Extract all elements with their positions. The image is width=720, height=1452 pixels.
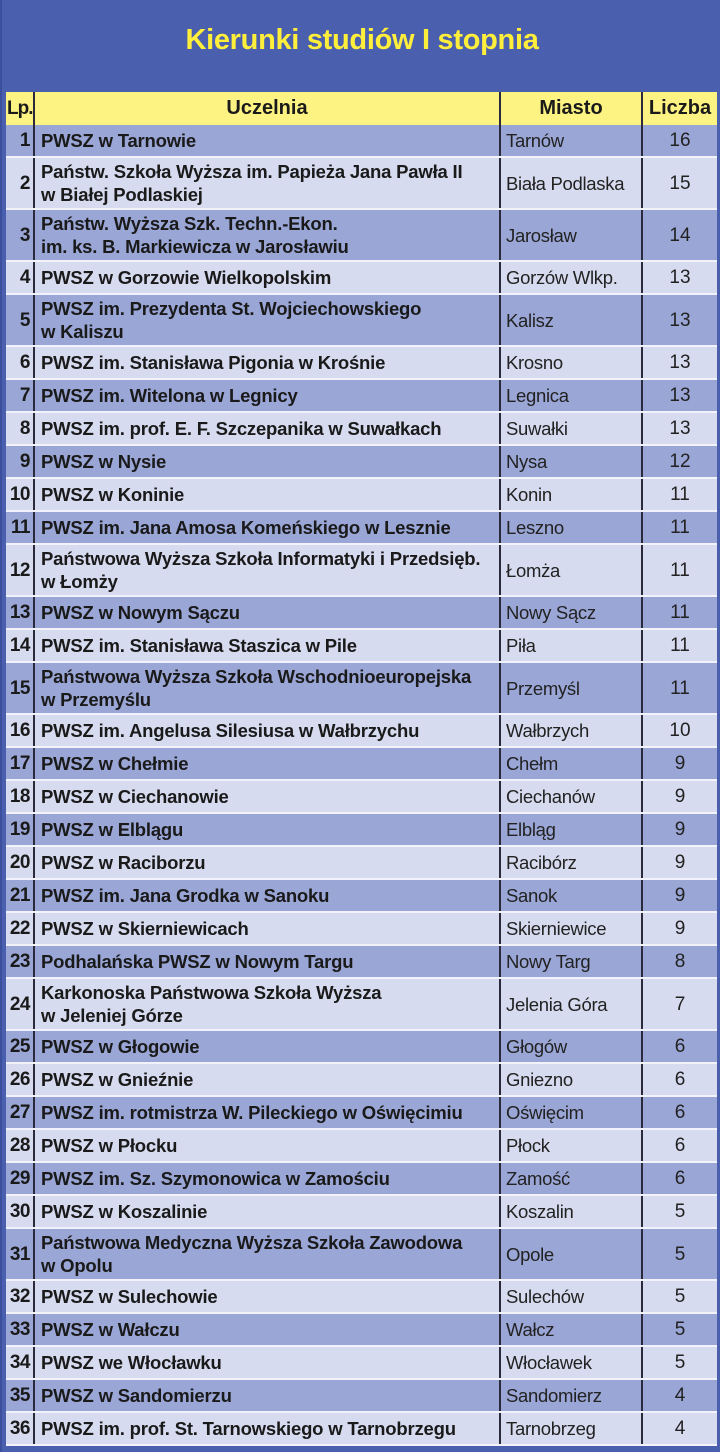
row-count: 4 (642, 1412, 717, 1445)
row-lp: 26 (6, 1063, 34, 1096)
table-row (6, 1129, 717, 1162)
university-name-line: w Łomży (41, 571, 118, 592)
row-city: Racibórz (500, 846, 642, 879)
universities-table (6, 92, 717, 1446)
table-row (6, 544, 717, 596)
university-name-line: PWSZ im. Prezydenta St. Wojciechowskiego (41, 298, 422, 319)
row-city: Sulechów (500, 1280, 642, 1313)
university-name-line: PWSZ w Gnieźnie (41, 1069, 194, 1090)
table-row (6, 662, 717, 714)
row-count: 11 (642, 629, 717, 662)
row-city: Wałcz (500, 1313, 642, 1346)
university-name-line: PWSZ im. Sz. Szymonowica w Zamościu (41, 1168, 390, 1189)
row-city: Chełm (500, 747, 642, 780)
row-lp: 7 (6, 379, 34, 412)
row-count: 11 (642, 478, 717, 511)
row-university (34, 912, 500, 945)
university-name-line: PWSZ w Raciborzu (41, 852, 206, 873)
row-lp: 25 (6, 1030, 34, 1063)
row-university (34, 879, 500, 912)
row-city: Głogów (500, 1030, 642, 1063)
row-count: 11 (642, 596, 717, 629)
row-university (34, 157, 500, 209)
row-city: Tarnów (500, 125, 642, 157)
row-count: 6 (642, 1096, 717, 1129)
row-lp: 12 (6, 544, 34, 596)
table-row (6, 1195, 717, 1228)
table-row (6, 294, 717, 346)
table-row (6, 511, 717, 544)
row-city: Oświęcim (500, 1096, 642, 1129)
row-lp: 17 (6, 747, 34, 780)
university-name-line: PWSZ w Elblągu (41, 819, 184, 840)
row-university (34, 294, 500, 346)
university-name-line: PWSZ w Wałczu (41, 1319, 180, 1340)
row-count: 10 (642, 714, 717, 747)
university-name-line: Podhalańska PWSZ w Nowym Targu (41, 951, 354, 972)
university-name-line: Państwowa Wyższa Szkoła Informatyki i Przedsięb. (41, 548, 481, 569)
row-lp: 22 (6, 912, 34, 945)
row-city: Zamość (500, 1162, 642, 1195)
row-count: 9 (642, 912, 717, 945)
row-count: 5 (642, 1346, 717, 1379)
table-row (6, 445, 717, 478)
row-university (34, 379, 500, 412)
table-row (6, 879, 717, 912)
table-row (6, 714, 717, 747)
university-name-line: PWSZ im. Jana Amosa Komeńskiego w Lesznie (41, 517, 451, 538)
university-name-line: PWSZ w Głogowie (41, 1036, 200, 1057)
row-city: Włocławek (500, 1346, 642, 1379)
row-count: 6 (642, 1030, 717, 1063)
table-header-row (6, 92, 717, 125)
row-university (34, 1195, 500, 1228)
row-count: 12 (642, 445, 717, 478)
row-lp: 15 (6, 662, 34, 714)
row-lp: 27 (6, 1096, 34, 1129)
row-university (34, 261, 500, 294)
row-city: Opole (500, 1228, 642, 1280)
row-count: 16 (642, 125, 717, 157)
row-university (34, 1379, 500, 1412)
row-university (34, 1228, 500, 1280)
row-university (34, 125, 500, 157)
row-count: 9 (642, 846, 717, 879)
row-count: 9 (642, 813, 717, 846)
row-lp: 20 (6, 846, 34, 879)
row-city: Przemyśl (500, 662, 642, 714)
row-lp: 5 (6, 294, 34, 346)
table-row (6, 1346, 717, 1379)
row-lp: 24 (6, 978, 34, 1030)
row-city: Nowy Sącz (500, 596, 642, 629)
university-name-line: PWSZ im. Witelona w Legnicy (41, 385, 298, 406)
table-row (6, 1063, 717, 1096)
table-row (6, 846, 717, 879)
university-name-line: Państw. Szkoła Wyższa im. Papieża Jana Pawła II (41, 161, 463, 182)
university-name-line: PWSZ w Tarnowie (41, 130, 196, 151)
row-university (34, 629, 500, 662)
row-lp: 33 (6, 1313, 34, 1346)
row-city: Jarosław (500, 209, 642, 261)
row-city: Kalisz (500, 294, 642, 346)
table-row (6, 596, 717, 629)
row-lp: 36 (6, 1412, 34, 1445)
row-count: 5 (642, 1313, 717, 1346)
row-count: 14 (642, 209, 717, 261)
row-university (34, 813, 500, 846)
header-lp: Lp. (6, 92, 34, 125)
row-lp: 23 (6, 945, 34, 978)
row-count: 5 (642, 1228, 717, 1280)
table-row (6, 346, 717, 379)
row-city: Skierniewice (500, 912, 642, 945)
row-city: Piła (500, 629, 642, 662)
row-count: 6 (642, 1063, 717, 1096)
row-lp: 30 (6, 1195, 34, 1228)
university-name-line: PWSZ w Płocku (41, 1135, 178, 1156)
row-lp: 9 (6, 445, 34, 478)
row-university (34, 412, 500, 445)
header-count: Liczba (642, 92, 717, 125)
table-body (6, 125, 717, 1445)
row-city: Nysa (500, 445, 642, 478)
row-university (34, 662, 500, 714)
row-count: 13 (642, 261, 717, 294)
row-lp: 14 (6, 629, 34, 662)
table-row (6, 261, 717, 294)
row-university (34, 1063, 500, 1096)
table-row (6, 813, 717, 846)
table-row (6, 1412, 717, 1445)
table-row (6, 209, 717, 261)
table-row (6, 1280, 717, 1313)
university-name-line: PWSZ we Włocławku (41, 1352, 222, 1373)
row-university (34, 596, 500, 629)
university-name-line: PWSZ w Chełmie (41, 753, 189, 774)
row-count: 8 (642, 945, 717, 978)
row-university (34, 714, 500, 747)
row-university (34, 1129, 500, 1162)
header-city: Miasto (500, 92, 642, 125)
row-count: 11 (642, 544, 717, 596)
row-university (34, 511, 500, 544)
row-university (34, 445, 500, 478)
row-count: 13 (642, 379, 717, 412)
row-lp: 18 (6, 780, 34, 813)
row-count: 7 (642, 978, 717, 1030)
row-count: 15 (642, 157, 717, 209)
row-city: Łomża (500, 544, 642, 596)
row-city: Tarnobrzeg (500, 1412, 642, 1445)
table-row (6, 379, 717, 412)
row-lp: 8 (6, 412, 34, 445)
row-city: Płock (500, 1129, 642, 1162)
row-count: 9 (642, 780, 717, 813)
row-lp: 4 (6, 261, 34, 294)
university-name-line: Karkonoska Państwowa Szkoła Wyższa (41, 982, 382, 1003)
row-city: Legnica (500, 379, 642, 412)
row-lp: 32 (6, 1280, 34, 1313)
university-name-line: w Białej Podlaskiej (41, 184, 203, 205)
table-row (6, 747, 717, 780)
table-row (6, 978, 717, 1030)
row-city: Jelenia Góra (500, 978, 642, 1030)
row-count: 13 (642, 346, 717, 379)
university-name-line: w Opolu (41, 1255, 113, 1276)
row-university (34, 1346, 500, 1379)
row-university (34, 478, 500, 511)
university-name-line: w Jeleniej Górze (41, 1005, 183, 1026)
university-name-line: PWSZ w Sandomierzu (41, 1385, 232, 1406)
table-row (6, 478, 717, 511)
row-university (34, 846, 500, 879)
university-name-line: Państw. Wyższa Szk. Techn.-Ekon. (41, 213, 338, 234)
row-city: Gniezno (500, 1063, 642, 1096)
row-city: Sanok (500, 879, 642, 912)
row-city: Leszno (500, 511, 642, 544)
university-name-line: PWSZ w Koninie (41, 484, 185, 505)
row-city: Ciechanów (500, 780, 642, 813)
row-university (34, 978, 500, 1030)
row-count: 11 (642, 662, 717, 714)
university-name-line: PWSZ im. rotmistrza W. Pileckiego w Oświęcimiu (41, 1102, 463, 1123)
university-name-line: PWSZ w Gorzowie Wielkopolskim (41, 267, 332, 288)
row-lp: 35 (6, 1379, 34, 1412)
row-count: 9 (642, 747, 717, 780)
row-count: 5 (642, 1280, 717, 1313)
row-city: Wałbrzych (500, 714, 642, 747)
table-row (6, 125, 717, 157)
page-title: Kierunki studiów I stopnia (185, 23, 539, 56)
row-city: Nowy Targ (500, 945, 642, 978)
header-university: Uczelnia (34, 92, 500, 125)
row-lp: 13 (6, 596, 34, 629)
row-count: 6 (642, 1162, 717, 1195)
university-name-line: PWSZ im. prof. E. F. Szczepanika w Suwałkach (41, 418, 442, 439)
table-row (6, 912, 717, 945)
table-row (6, 412, 717, 445)
university-name-line: PWSZ w Sulechowie (41, 1286, 218, 1307)
row-lp: 16 (6, 714, 34, 747)
university-name-line: PWSZ w Koszalinie (41, 1201, 208, 1222)
university-name-line: PWSZ w Nowym Sączu (41, 602, 240, 623)
row-lp: 1 (6, 125, 34, 157)
row-lp: 10 (6, 478, 34, 511)
university-name-line: Państwowa Medyczna Wyższa Szkoła Zawodowa (41, 1232, 463, 1253)
row-city: Elbląg (500, 813, 642, 846)
row-count: 6 (642, 1129, 717, 1162)
row-university (34, 1162, 500, 1195)
row-city: Biała Podlaska (500, 157, 642, 209)
table-row (6, 1162, 717, 1195)
row-count: 13 (642, 294, 717, 346)
row-university (34, 780, 500, 813)
row-lp: 21 (6, 879, 34, 912)
university-name-line: PWSZ im. Jana Grodka w Sanoku (41, 885, 330, 906)
university-name-line: PWSZ w Skierniewicach (41, 918, 249, 939)
row-city: Suwałki (500, 412, 642, 445)
row-university (34, 1280, 500, 1313)
row-city: Krosno (500, 346, 642, 379)
university-name-line: im. ks. B. Markiewicza w Jarosławiu (41, 236, 349, 257)
row-lp: 2 (6, 157, 34, 209)
row-city: Gorzów Wlkp. (500, 261, 642, 294)
row-lp: 34 (6, 1346, 34, 1379)
university-name-line: PWSZ im. Stanisława Staszica w Pile (41, 635, 357, 656)
row-count: 9 (642, 879, 717, 912)
table-row (6, 1096, 717, 1129)
row-lp: 31 (6, 1228, 34, 1280)
university-name-line: PWSZ im. Angelusa Silesiusa w Wałbrzychu (41, 720, 420, 741)
university-name-line: w Kaliszu (41, 321, 124, 342)
row-university (34, 1412, 500, 1445)
table-row (6, 1313, 717, 1346)
university-name-line: PWSZ w Nysie (41, 451, 167, 472)
university-name-line: Państwowa Wyższa Szkoła Wschodnioeuropejska (41, 666, 472, 687)
row-city: Konin (500, 478, 642, 511)
row-university (34, 544, 500, 596)
row-university (34, 346, 500, 379)
row-lp: 28 (6, 1129, 34, 1162)
row-count: 5 (642, 1195, 717, 1228)
row-lp: 6 (6, 346, 34, 379)
table-row (6, 780, 717, 813)
row-university (34, 1030, 500, 1063)
row-city: Sandomierz (500, 1379, 642, 1412)
row-lp: 11 (6, 511, 34, 544)
university-name-line: PWSZ im. Stanisława Pigonia w Krośnie (41, 352, 386, 373)
row-university (34, 209, 500, 261)
row-count: 13 (642, 412, 717, 445)
row-city: Koszalin (500, 1195, 642, 1228)
university-name-line: w Przemyślu (41, 689, 151, 710)
table-row (6, 1379, 717, 1412)
table-row (6, 1030, 717, 1063)
table-row (6, 945, 717, 978)
row-university (34, 747, 500, 780)
row-count: 11 (642, 511, 717, 544)
row-lp: 3 (6, 209, 34, 261)
row-lp: 29 (6, 1162, 34, 1195)
row-lp: 19 (6, 813, 34, 846)
table-row (6, 157, 717, 209)
university-name-line: PWSZ w Ciechanowie (41, 786, 229, 807)
table-row (6, 1228, 717, 1280)
university-name-line: PWSZ im. prof. St. Tarnowskiego w Tarnobrzegu (41, 1418, 456, 1439)
table-row (6, 629, 717, 662)
row-university (34, 945, 500, 978)
row-count: 4 (642, 1379, 717, 1412)
row-university (34, 1313, 500, 1346)
row-university (34, 1096, 500, 1129)
